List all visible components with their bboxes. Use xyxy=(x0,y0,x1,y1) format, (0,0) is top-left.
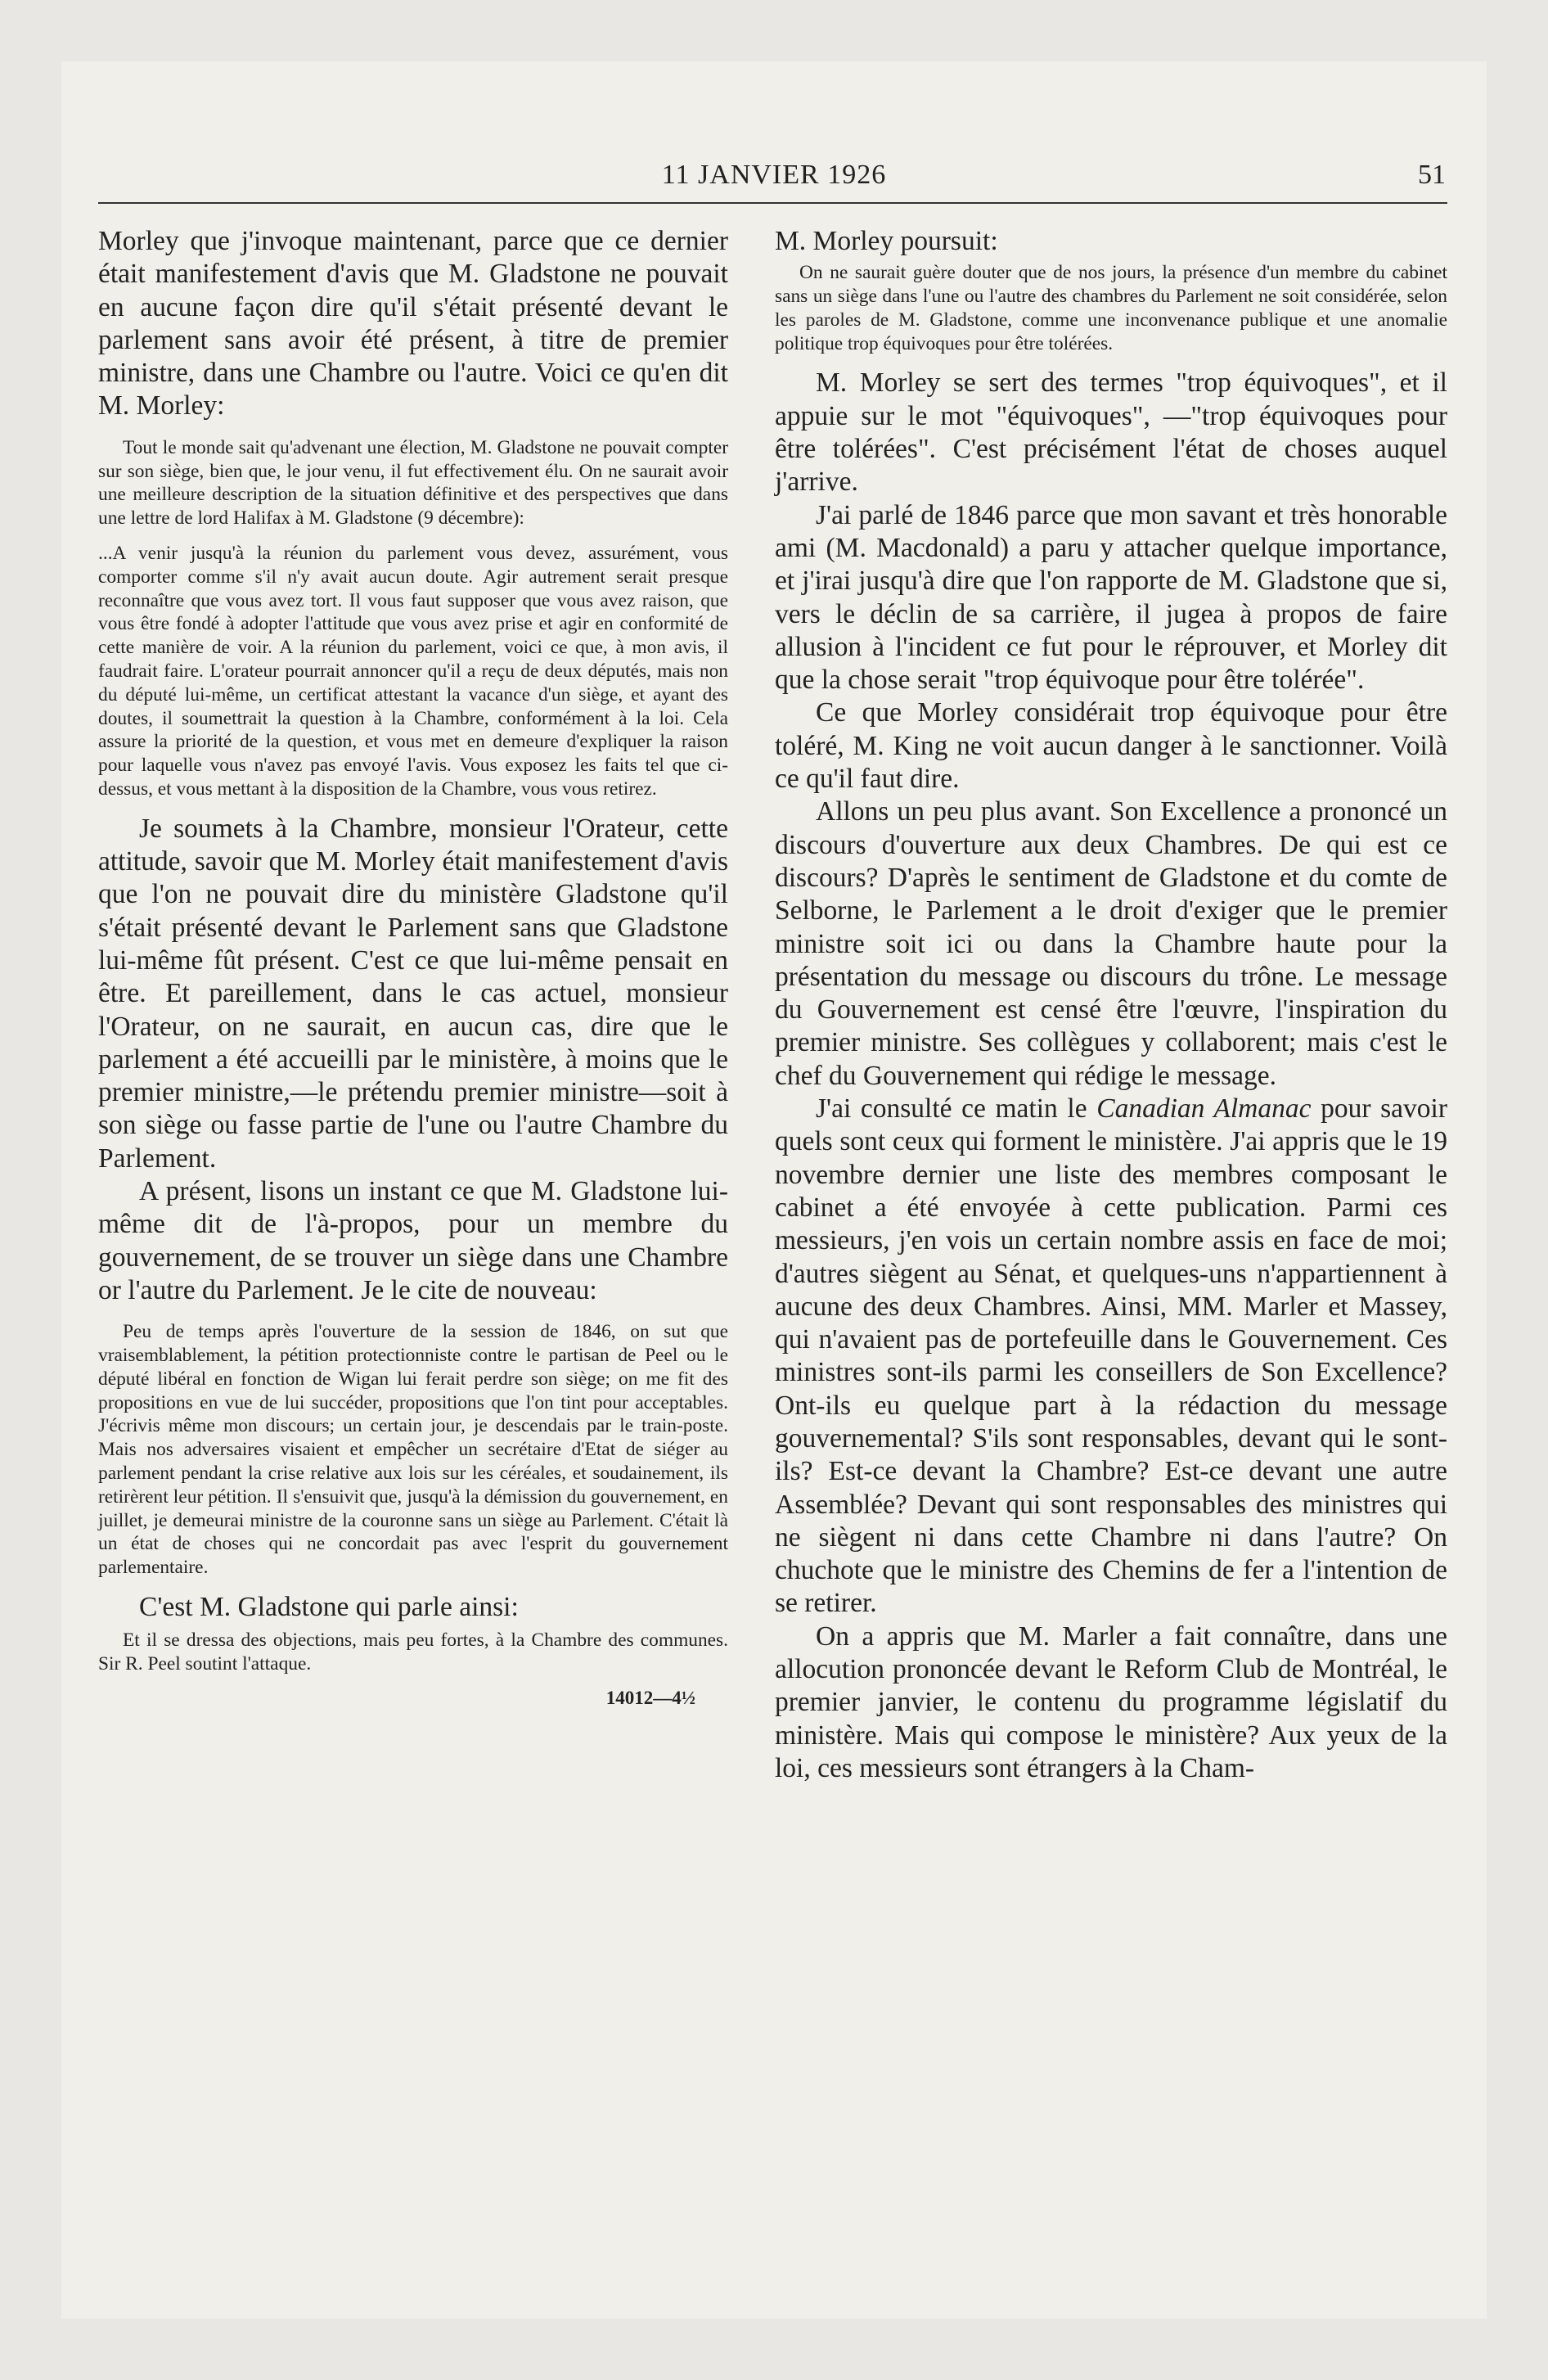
paragraph: On a appris que M. Marler a fait connaître, dans une allocution prononcée devant le Reform Club de Montréal, le premier janvier, le contenu du programme législatif du ministère. Mais qui compose le ministère? Aux yeux de la loi, ces messieurs sont étrangers à la Cham- xyxy=(775,1620,1447,1783)
paragraph: Je soumets à la Chambre, monsieur l'Orateur, cette attitude, savoir que M. Morley était manifestement d'avis que l'on ne pouvait dire du ministère Gladstone qu'il s'était présenté devant le Parlement sans que Gladstone lui-même fût présent. C'est ce que lui-même pensait en être. Et pareillement, dans le cas actuel, monsieur l'Orateur, on ne saurait, en aucun cas, dire que le parlement a été accueilli par le ministère, à moins que le premier ministre,—le prétendu premier ministre—soit à son siège ou fasse partie de l'une ou l'autre Chambre du Parlement. xyxy=(98,813,728,1174)
paragraph: M. Morley se sert des termes "trop équivoques", et il appuie sur le mot "équivoques", —"trop équivoques pour être tolérées". C'est précisément l'état de choses auquel j'arrive. xyxy=(775,367,1447,498)
paragraph: C'est M. Gladstone qui parle ainsi: xyxy=(139,1591,519,1622)
page-header xyxy=(102,160,1446,192)
publication-title: Canadian Almanac xyxy=(1096,1093,1312,1125)
right-column xyxy=(775,225,1447,1785)
quotation: ...A venir jusqu'à la réunion du parlement vous devez, assurément, vous comporter comme s'il n'y avait aucun doute. Agir autrement serait presque reconnaître que vous avez tort. Il vous faut supposer que vous avez raison, que vous être fondé à adopter l'attitude que vous avez prise et agir en conformité de cette manière de voir. A la réunion du parlement, voici ce que, à mon avis, il faudrait faire. L'orateur pourrait annoncer qu'il a reçu de deux députés, mais non du député lui-même, un certificat attestant la vacance d'un siège, et ayant des doutes, il soumettrait la question à la Chambre, conformément à la loi. Cela assure la priorité de la question, et vous met en demeure d'expliquer la raison pour laquelle vous n'avez pas envoyé l'avis. Vous exposez les faits tel que ci-dessus, et vous mettant à la disposition de la Chambre, vous vous retirez. xyxy=(98,542,728,800)
signature-mark: 14012—4½ xyxy=(605,1687,695,1708)
left-column xyxy=(98,225,728,1709)
quotation: Peu de temps après l'ouverture de la session de 1846, on sut que vraisemblablement, la pétition protectionniste contre le partisan de Peel ou le député libéral en fonction de Wigan lui ferait perdre son siège; on me fit des propositions en vue de lui succéder, propositions que l'on tint pour acceptables. J'écrivis même mon discours; un certain jour, je descendais par le train-poste. Mais nos adversaires visaient et empêcher un secrétaire d'Etat de siéger au parlement pendant la crise relative aux lois sur les céréales, et soudainement, ils retirèrent leur pétition. Il s'ensuivit que, jusqu'à la démission du gouvernement, en juillet, je demeurai ministre de la couronne sans un siège au Parlement. C'était là un état de choses qui ne concordait pas avec l'esprit du gouvernement parlementaire. xyxy=(98,1321,728,1579)
document-page xyxy=(61,61,1487,2319)
paragraph: M. Morley poursuit: xyxy=(775,226,998,256)
quotation: Tout le monde sait qu'advenant une élection, M. Gladstone ne pouvait compter sur son siège, bien que, le jour venu, il fut effectivement élu. On ne saurait avoir une meilleure description de la situation définitive et des perspectives que dans une lettre de lord Halifax à M. Gladstone (9 décembre): xyxy=(98,436,728,530)
page-number: 51 xyxy=(1418,160,1446,190)
paragraph: Morley que j'invoque maintenant, parce que ce dernier était manifestement d'avis que M. Gladstone ne pouvait en aucune façon dire qu'il s'était présenté devant le parlement sans avoir été présent, à titre de premier ministre, dans une Chambre ou l'autre. Voici ce qu'en dit M. Morley: xyxy=(98,226,728,421)
paragraph: A présent, lisons un instant ce que M. Gladstone lui-même dit de l'à-propos, pour un membre du gouvernement, de se trouver un siège dans une Chambre or l'autre du Parlement. Je le cite de nouveau: xyxy=(98,1176,728,1305)
paragraph-text: J'ai consulté ce matin le xyxy=(816,1093,1097,1125)
paragraph: Ce que Morley considérait trop équivoque pour être toléré, M. King ne voit aucun danger à le sanctionner. Voilà ce qu'il faut dire. xyxy=(775,697,1447,795)
header-rule xyxy=(98,202,1447,204)
paragraph xyxy=(775,1093,1447,1620)
paragraph-text: pour savoir quels sont ceux qui forment le ministère. J'ai appris que le 19 novembre dernier une liste des membres composant le cabinet a été envoyée à cette publication. Parmi ces messieurs, j'en vois un certain nombre assis en face de moi; d'autres siègent au Sénat, et quelques-uns n'appartiennent à aucune des deux Chambres. Ainsi, MM. Marler et Massey, qui n'avaient pas de portefeuille dans le Gouvernement. Ces ministres sont-ils parmi les conseillers de Son Excellence? Ont-ils eu quelque part à la rédaction du message gouvernemental? S'ils sont responsables, devant qui le sont-ils? Est-ce devant la Chambre? Est-ce devant une autre Assemblée? Devant qui sont responsables des ministres qui ne siègent ni dans cette Chambre ni dans l'autre? On chuchote que le ministre des Chemins de fer a l'intention de se retirer. xyxy=(775,1093,1448,1619)
quotation: On ne saurait guère douter que de nos jours, la présence d'un membre du cabinet sans un siège dans l'une ou l'autre des chambres du Parlement ne soit considérée, selon les paroles de M. Gladstone, comme une inconvenance publique et une anomalie politique trop équivoques pour être tolérées. xyxy=(775,262,1447,354)
paragraph: Allons un peu plus avant. Son Excellence a prononcé un discours d'ouverture aux deux Chambres. De qui est ce discours? D'après le sentiment de Gladstone et du comte de Selborne, le Parlement a le droit d'exiger que le premier ministre soit ici ou dans la Chambre haute pour la présentation du message ou discours du trône. Le message du Gouvernement est censé être l'œuvre, l'inspiration du premier ministre. Ses collègues y collaborent; mais c'est le chef du Gouvernement qui rédige le message. xyxy=(775,796,1447,1091)
header-date: 11 JANVIER 1926 xyxy=(661,160,887,190)
paragraph: J'ai parlé de 1846 parce que mon savant et très honorable ami (M. Macdonald) a paru y attacher quelque importance, et j'irai jusqu'à dire que l'on rapporte de M. Gladstone que si, vers le déclin de sa carrière, il jugea à propos de faire allusion à l'incident ce fut pour le réprouver, et Morley dit que la chose serait "trop équivoque pour être tolérée". xyxy=(775,499,1447,696)
quotation: Et il se dressa des objections, mais peu fortes, à la Chambre des communes. Sir R. Peel soutint l'attaque. xyxy=(98,1629,728,1675)
